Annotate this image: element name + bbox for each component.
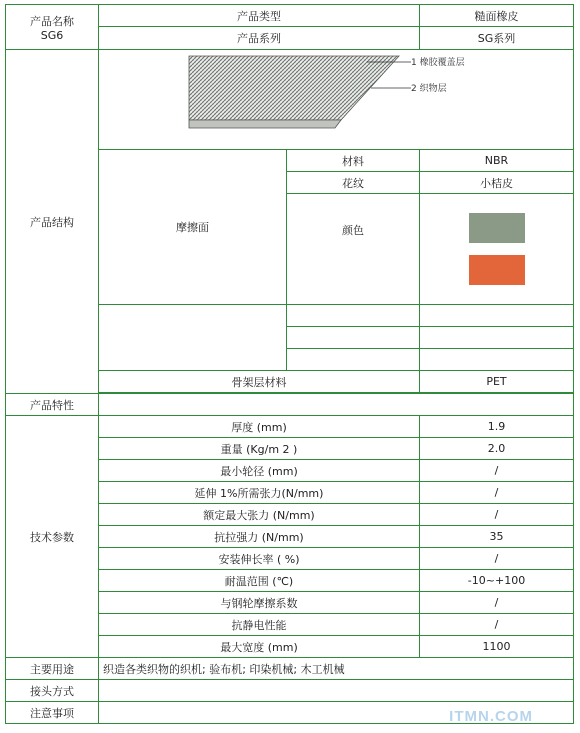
- joint-method-value: [99, 680, 574, 702]
- product-name-label: 产品名称: [30, 14, 74, 28]
- tech-param-name: 耐温范围 (℃): [99, 570, 420, 592]
- empty-cell: [287, 349, 420, 371]
- tech-param-name: 厚度 (mm): [99, 416, 420, 438]
- product-series-value: SG系列: [420, 27, 574, 50]
- layer-structure-diagram: [99, 50, 573, 146]
- empty-structure-cell: [99, 305, 287, 371]
- material-label: 材料: [287, 150, 420, 172]
- tech-param-name: 与钢轮摩擦系数: [99, 592, 420, 614]
- product-type-value: 糙面橡皮: [420, 5, 574, 27]
- empty-cell: [420, 327, 574, 349]
- empty-cell: [420, 349, 574, 371]
- layer-2-label: 2 织物层: [411, 84, 447, 94]
- structure-label: 产品结构: [6, 50, 99, 394]
- tech-param-name: 最大宽度 (mm): [99, 636, 420, 658]
- empty-cell: [287, 305, 420, 327]
- product-type-label: 产品类型: [99, 5, 420, 27]
- tech-param-value: -10~+100: [420, 570, 574, 592]
- product-spec-sheet: [5, 4, 573, 731]
- rubber-cover-layer: [189, 56, 399, 120]
- color-label: 颜色: [287, 194, 420, 305]
- skeleton-material-value: PET: [420, 371, 574, 393]
- tech-param-name: 重量 (Kg/m 2 ): [99, 438, 420, 460]
- tech-param-value: /: [420, 614, 574, 636]
- empty-cell: [287, 327, 420, 349]
- pattern-value: 小桔皮: [420, 172, 574, 194]
- color-swatch-orange: [469, 255, 525, 285]
- usage-label: 主要用途: [6, 658, 99, 680]
- tech-param-value: /: [420, 460, 574, 482]
- tech-param-value: /: [420, 548, 574, 570]
- tech-param-value: 1.9: [420, 416, 574, 438]
- tech-param-name: 最小轮径 (mm): [99, 460, 420, 482]
- pattern-label: 花纹: [287, 172, 420, 194]
- spec-table: [5, 4, 574, 724]
- layer-1-label: 1 橡胶覆盖层: [411, 58, 465, 68]
- tech-param-value: /: [420, 482, 574, 504]
- tech-param-value: /: [420, 592, 574, 614]
- color-swatch-green: [469, 213, 525, 243]
- structure-diagram-cell: [99, 50, 574, 150]
- characteristics-label: 产品特性: [6, 394, 99, 416]
- joint-method-label: 接头方式: [6, 680, 99, 702]
- product-name-cell: [6, 5, 99, 50]
- fabric-layer: [189, 120, 341, 128]
- product-series-label: 产品系列: [99, 27, 420, 50]
- tech-param-value: 35: [420, 526, 574, 548]
- product-name-value: SG6: [40, 28, 64, 42]
- tech-param-name: 额定最大张力 (N/mm): [99, 504, 420, 526]
- usage-value: 织造各类织物的织机; 验布机; 印染机械; 木工机械: [99, 658, 574, 680]
- friction-surface-label: 摩擦面: [99, 150, 287, 305]
- tech-param-name: 延伸 1%所需张力(N/mm): [99, 482, 420, 504]
- watermark-logo: ITMN.COM: [449, 708, 533, 725]
- material-value: NBR: [420, 150, 574, 172]
- color-swatches-cell: [420, 194, 574, 305]
- tech-param-name: 抗静电性能: [99, 614, 420, 636]
- tech-params-body: [6, 416, 574, 658]
- tech-param-name: 抗拉强力 (N/mm): [99, 526, 420, 548]
- notes-label: 注意事项: [6, 702, 99, 724]
- tech-param-value: 1100: [420, 636, 574, 658]
- skeleton-material-label: 骨架层材料: [99, 371, 420, 393]
- tech-param-row: [6, 416, 574, 438]
- characteristics-value: [99, 394, 574, 416]
- tech-params-label: 技术参数: [6, 416, 99, 658]
- empty-cell: [420, 305, 574, 327]
- tech-param-name: 安装伸长率 ( %): [99, 548, 420, 570]
- tech-param-value: 2.0: [420, 438, 574, 460]
- tech-param-value: /: [420, 504, 574, 526]
